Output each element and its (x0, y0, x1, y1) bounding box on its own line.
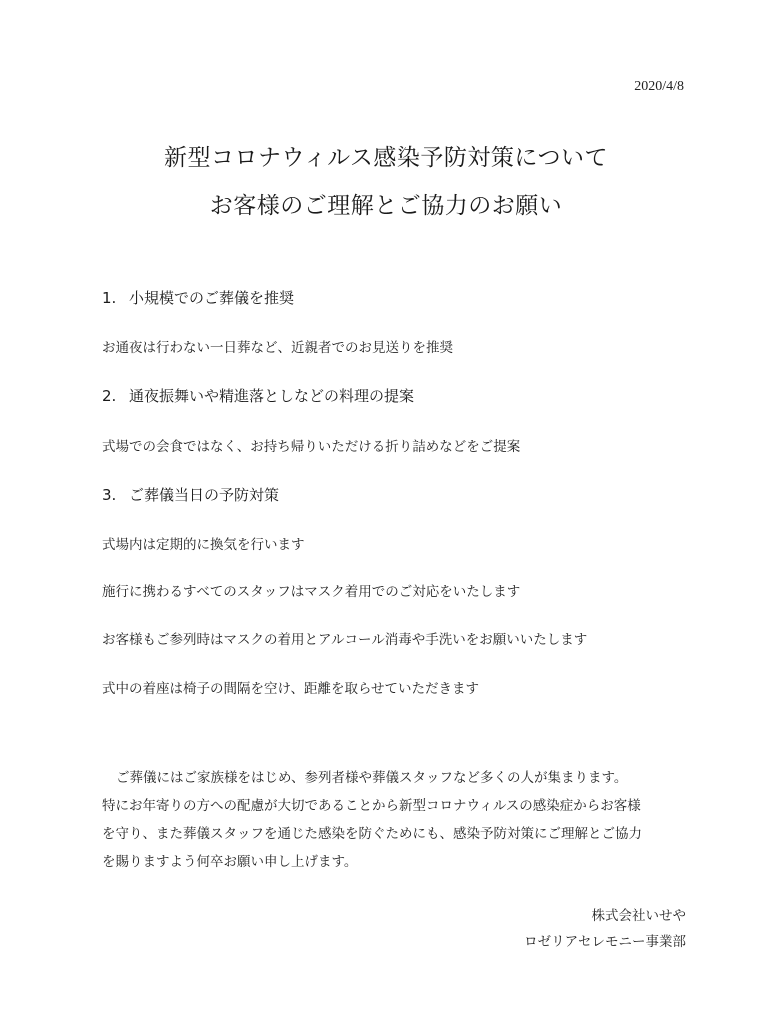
document-date: 2020/4/8 (634, 79, 684, 94)
section-line: 式場での会食ではなく、お持ち帰りいただける折り詰めなどをご提案 (102, 439, 521, 455)
section-number: 1. (102, 289, 117, 307)
document-subtitle: お客様のご理解とご協力のお願い (209, 193, 563, 219)
department-name: ロゼリアセレモニー事業部 (524, 934, 686, 950)
section-number: 2. (102, 387, 117, 405)
section-line: 式場内は定期的に換気を行います (102, 537, 305, 553)
company-name: 株式会社いせや (591, 908, 686, 924)
section-line: お客様もご参列時はマスクの着用とアルコール消毒や手洗いをお願いいたします (102, 632, 588, 648)
closing-paragraph (102, 764, 682, 876)
section-number: 3. (102, 486, 117, 504)
section-line: お通夜は行わない一日葬など、近親者でのお見送りを推奨 (102, 340, 453, 356)
section-heading-text: 通夜振舞いや精進落としなどの料理の提案 (129, 387, 415, 405)
section-heading-text: ご葬儀当日の予防対策 (129, 486, 280, 504)
closing-line: ご葬儀にはご家族様をはじめ、参列者様や葬儀スタッフなど多くの人が集まります。 (116, 770, 628, 786)
closing-line: を賜りますよう何卒お願い申し上げます。 (102, 854, 358, 870)
section-heading-1 (102, 287, 294, 308)
section-line: 式中の着座は椅子の間隔を空け、距離を取らせていただきます (102, 681, 480, 697)
closing-line: 特にお年寄りの方への配慮が大切であることから新型コロナウィルスの感染症からお客様 (102, 798, 641, 814)
document-title: 新型コロナウィルス感染予防対策について (164, 145, 608, 171)
section-heading-3 (102, 484, 279, 505)
section-heading-text: 小規模でのご葬儀を推奨 (129, 289, 295, 307)
section-line: 施行に携わるすべてのスタッフはマスク着用でのご対応をいたします (102, 584, 521, 600)
section-heading-2 (102, 385, 414, 406)
closing-line: を守り、また葬儀スタッフを通じた感染を防ぐためにも、感染予防対策にご理解とご協力 (102, 826, 642, 842)
